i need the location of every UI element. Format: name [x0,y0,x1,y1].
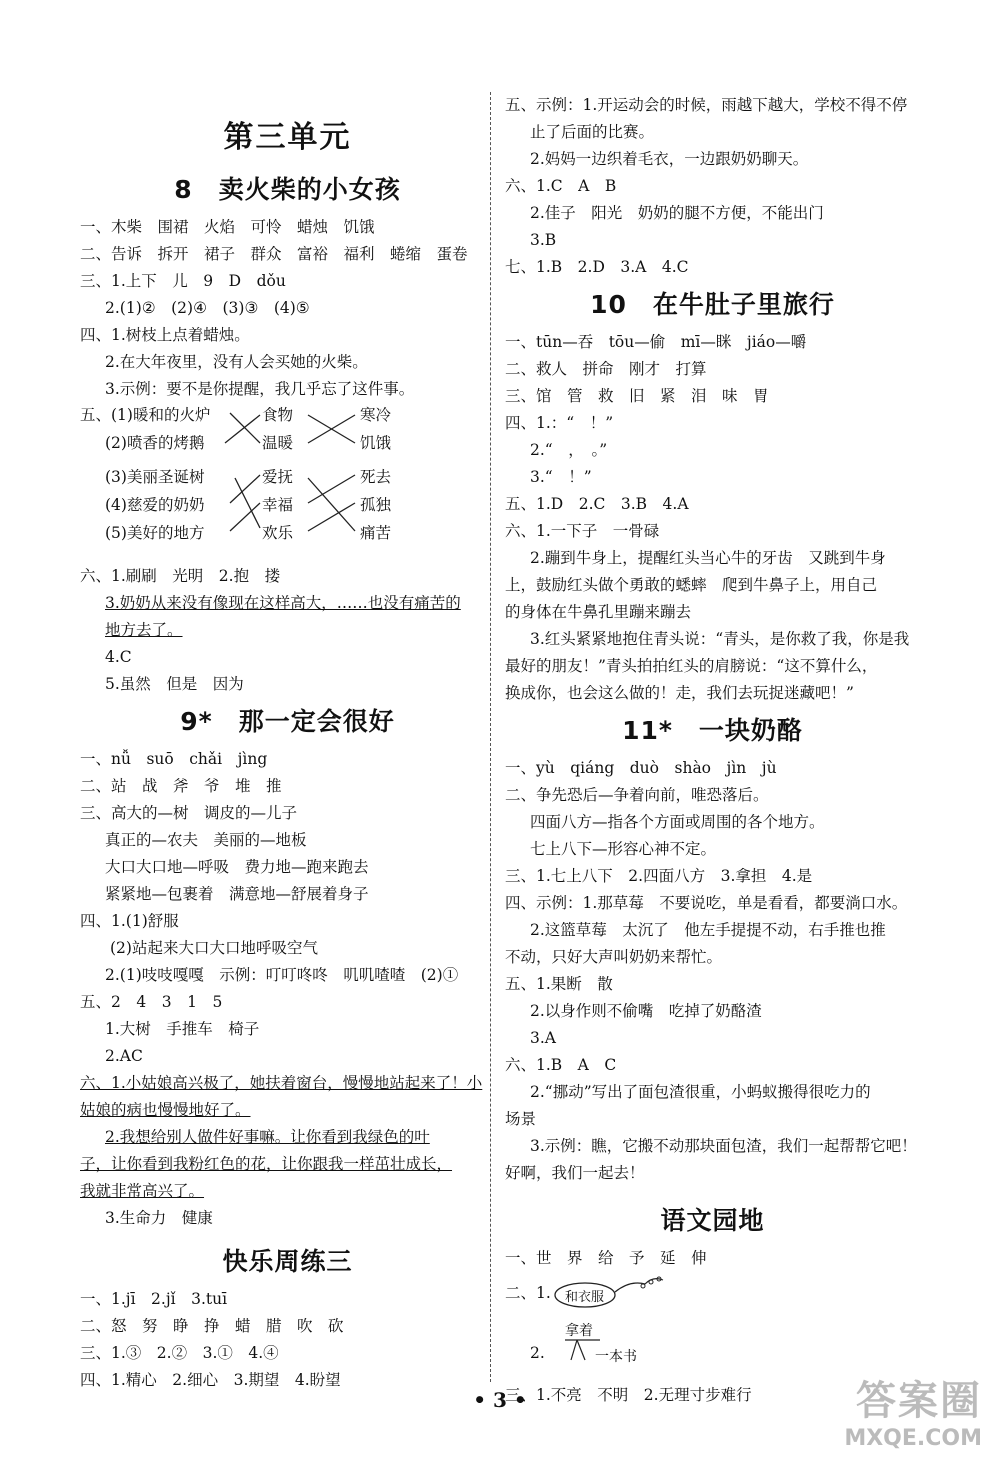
answer-line: 七上八下—形容心神不定。 [530,840,717,858]
match-left-item: (4)慈爱的奶奶 [105,496,205,514]
page-number: • 3 • [473,1388,527,1412]
answer-line: 一、yù qiáng duò shào jìn jù [505,759,777,777]
matching-exercise [80,403,495,563]
match-right-item: 孤独 [360,496,392,514]
answer-line: 六、1.一下子 一骨碌 [505,522,660,540]
answer-line: 一、nǚ suō chǎi jìng [80,750,268,768]
answer-line: 2.蹦到牛身上，提醒红头当心牛的牙齿 又跳到牛身 [530,549,886,567]
answer-line: 最好的朋友！”青头拍拍红头的肩膀说：“这不算什么， [505,657,878,675]
answer-line: 3.A [530,1029,556,1047]
match-left-item: (3)美丽圣诞树 [105,468,205,486]
diagram-top-label: 拿着 [565,1323,593,1339]
answer-line: 五、示例：1.开运动会的时候，雨越下越大，学校不得不停 [505,96,908,114]
answer-line: 五、1.D 2.C 3.B 4.A [505,495,689,513]
answer-line: 二、争先恐后—争着向前，唯恐落后。 [505,786,769,804]
match-left-item: 五、(1)暖和的火炉 [80,406,211,424]
answer-line: 四、1.：“ ！” [505,414,614,432]
answer-line: 三、1.上下 儿 9 D dǒu [80,272,286,290]
answer-line: 二、怒 努 睁 挣 蜡 腊 吹 砍 [80,1317,344,1335]
unit-title: 第三单元 [223,120,352,155]
match-mid-item: 欢乐 [262,524,294,542]
answer-line: 真正的—农夫 美丽的—地板 [105,831,307,849]
answer-line: 我就非常高兴了。 [80,1182,205,1200]
answer-line: 4.C [105,648,132,666]
garden-title: 语文园地 [660,1206,765,1235]
lesson10-title: 10 在牛肚子里旅行 [590,290,835,319]
answer-line: 一、tūn—吞 tōu—偷 mī—眯 jiáo—嚼 [505,333,807,351]
answer-line: 2.以身作则不偷嘴 吃掉了奶酪渣 [530,1002,762,1020]
answer-line: 二、救人 拼命 刚才 打算 [505,360,707,378]
answer-line: 大口大口地—呼吸 费力地—跑来跑去 [105,858,369,876]
answer-line: 六、1.C A B [505,177,617,195]
answer-line: 2.“ ， 。” [530,441,608,459]
answer-line: 2.“挪动”写出了面包渣很重，小蚂蚁搬得很吃力的 [530,1083,871,1101]
answer-line: 不动，只好大声叫奶奶来帮忙。 [505,948,723,966]
diagram-clothes [505,1272,920,1316]
answer-line: 2.(1)吱吱嘎嘎 示例：叮叮咚咚 叽叽喳喳 (2)① [105,966,459,984]
answer-line: 2.AC [105,1047,143,1065]
match-mid-item: 温暖 [262,434,294,452]
match-mid-item: 食物 [262,406,294,424]
answer-line: 四面八方—指各个方面或周围的各个地方。 [530,813,825,831]
answer-line: (2)站起来大口大口地呼吸空气 [110,939,318,957]
answer-line: 3.奶奶从来没有像现在这样高大，……也没有痛苦的 [105,594,461,612]
answer-line: 四、示例：1.那草莓 不要说吃，单是看看，都要淌口水。 [505,894,908,912]
weekly-title: 快乐周练三 [222,1247,353,1276]
watermark-sub: MXQE.COM [844,1426,982,1451]
answer-line: 3.示例：瞧，它搬不动那块面包渣，我们一起帮帮它吧！ [530,1137,917,1155]
answer-line: 场景 [505,1110,537,1128]
answer-line: 2.妈妈一边织着毛衣，一边跟奶奶聊天。 [530,150,809,168]
lesson9-title: 9* 那一定会很好 [180,707,395,736]
answer-line: 七、1.B 2.D 3.A 4.C [505,258,689,276]
answer-line: 六、1.B A C [505,1056,617,1074]
answer-line: 三、1.不亮 不明 2.无理寸步难行 [505,1386,752,1404]
answer-line: 3.示例：要不是你提醒，我几乎忘了这件事。 [105,380,415,398]
answer-line: 上，鼓励红头做个勇敢的蟋蟀 爬到牛鼻子上，用自己 [505,576,878,594]
answer-line: 六、1.刷刷 光明 2.抱 搂 [80,567,281,585]
answer-line: 3.“ ！” [530,468,592,486]
answer-line: 三、1.七上八下 2.四面八方 3.拿担 4.是 [505,867,813,885]
answer-line: 止了后面的比赛。 [530,123,655,141]
left-column [80,92,495,1394]
answer-line: 二、站 战 斧 爷 堆 推 [80,777,282,795]
answer-line: 地方去了。 [105,621,183,639]
match-right-item: 死去 [360,468,392,486]
answer-line: 3.B [530,231,557,249]
answer-line: 5.虽然 但是 因为 [105,675,244,693]
bubble-label: 和衣服 [565,1290,605,1305]
answer-line: 五、1.果断 散 [505,975,613,993]
answer-line: 四、1.树枝上点着蜡烛。 [80,326,250,344]
answer-line: 2.我想给别人做件好事嘛。让你看到我绿色的叶 [105,1128,430,1146]
answer-line: 的身体在牛鼻孔里蹦来蹦去 [505,603,692,621]
answer-line: 四、1.精心 2.细心 3.期望 4.盼望 [80,1371,341,1389]
answer-line: 子，让你看到我粉红色的花，让你跟我一样茁壮成长， [80,1155,453,1173]
answer-line: 3.红头紧紧地抱住青头说：“青头，是你救了我，你是我 [530,630,910,648]
match-right-item: 寒冷 [360,406,392,424]
answer-line: 好啊，我们一起去！ [505,1164,645,1182]
answer-line: 五、2 4 3 1 5 [80,993,223,1011]
watermark-main: 答案圈 [856,1378,982,1424]
right-column [505,92,920,1409]
match-mid-item: 爱抚 [262,468,294,486]
match-right-item: 饥饿 [360,434,392,452]
answer-line: 2.(1)② (2)④ (3)③ (4)⑤ [105,299,310,317]
answer-line: 1.大树 手推车 椅子 [105,1020,260,1038]
answer-line: 姑娘的病也慢慢地好了。 [80,1101,251,1119]
match-left-item: (5)美好的地方 [105,524,205,542]
answer-line: 一、1.jī 2.jǐ 3.tuī [80,1290,228,1308]
lesson8-title: 8 卖火柴的小女孩 [174,175,401,204]
answer-line: 四、1.(1)舒服 [80,912,179,930]
answer-line: 三、高大的—树 调皮的—儿子 [80,804,298,822]
answer-line: 2.在大年夜里，没有人会买她的火柴。 [105,353,368,371]
match-left-item: (2)喷香的烤鹅 [105,434,205,452]
answer-line: 六、1.小姑娘高兴极了，她扶着窗台，慢慢地站起来了！小 [80,1074,483,1092]
answer-line: 紧紧地—包裹着 满意地—舒展着身子 [105,885,369,903]
answer-line: 一、木柴 围裙 火焰 可怜 蜡烛 饥饿 [80,218,375,236]
match-right-item: 痛苦 [360,524,392,542]
answer-line: 换成你，也会这么做的！走，我们去玩捉迷藏吧！” [505,684,854,702]
lesson11-title: 11* 一块奶酪 [622,716,803,745]
answer-line: 三、馆 管 救 旧 紧 泪 味 胃 [505,387,769,405]
answer-line: 一、世 界 给 予 延 伸 [505,1249,707,1267]
answer-line: 2.佳子 阳光 奶奶的腿不方便，不能出门 [530,204,824,222]
answer-line: 二、告诉 拆开 裙子 群众 富裕 福利 蜷缩 蛋卷 [80,245,468,263]
answer-line: 二、1. [505,1284,551,1302]
answer-line: 三、1.③ 2.② 3.① 4.④ [80,1344,279,1362]
answer-line: 2.这篮草莓 太沉了 他左手提提不动，右手推也推 [530,921,886,939]
match-mid-item: 幸福 [262,496,294,514]
diagram-tail-label: 一本书 [595,1349,637,1365]
watermark-logo [844,1369,982,1451]
answer-line: 2. [530,1344,545,1362]
answer-line: 3.生命力 健康 [105,1209,213,1227]
